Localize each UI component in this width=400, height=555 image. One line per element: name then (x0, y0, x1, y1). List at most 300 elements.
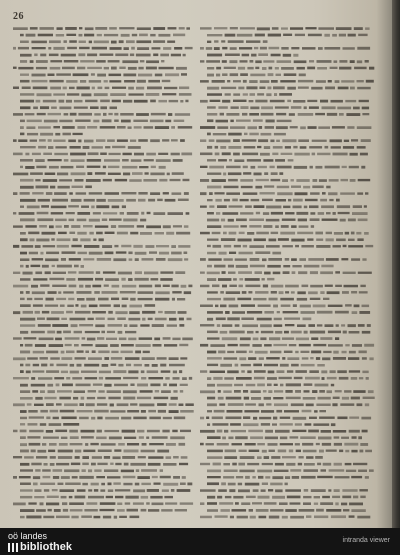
print-word (297, 232, 313, 235)
text-line (200, 152, 368, 155)
print-word (200, 443, 204, 446)
print-word (46, 403, 54, 406)
print-word (161, 509, 172, 512)
print-word (250, 258, 260, 261)
print-word (104, 285, 109, 287)
print-word (296, 179, 309, 182)
print-word (233, 278, 237, 280)
print-word (265, 476, 270, 478)
print-word (358, 470, 367, 473)
print-word (81, 265, 85, 268)
print-word (173, 456, 179, 459)
print-word (89, 219, 100, 222)
print-word (230, 423, 241, 426)
print-word (40, 54, 46, 57)
print-word (27, 298, 32, 300)
print-word (129, 258, 133, 260)
print-word (43, 476, 51, 478)
print-word (98, 87, 103, 90)
print-word (28, 232, 39, 235)
print-word (238, 463, 245, 466)
print-word (31, 463, 41, 466)
print-word (69, 430, 78, 433)
print-word (32, 192, 43, 194)
print-word (335, 271, 340, 273)
print-word (214, 40, 218, 42)
print-word (223, 298, 235, 301)
print-word (236, 377, 252, 380)
print-word (232, 311, 245, 314)
print-word (269, 337, 280, 340)
print-word (13, 192, 17, 195)
print-word (200, 80, 209, 83)
print-word (367, 324, 371, 327)
print-word (172, 192, 182, 195)
print-word (130, 384, 134, 387)
print-word (183, 54, 186, 57)
text-line (207, 185, 331, 188)
print-word (35, 311, 40, 314)
print-word (20, 146, 36, 148)
print-word (317, 324, 323, 326)
print-word (141, 212, 144, 215)
print-word (207, 311, 223, 314)
print-word (293, 146, 297, 149)
print-word (74, 179, 83, 182)
print-word (72, 377, 82, 379)
print-word (308, 324, 315, 327)
print-word (285, 476, 290, 479)
print-word (88, 496, 104, 499)
print-word (252, 476, 255, 478)
print-word (208, 258, 221, 261)
print-word (292, 430, 306, 432)
print-word (207, 509, 218, 512)
print-word (172, 291, 181, 293)
print-word (154, 397, 169, 400)
text-line (200, 258, 367, 261)
print-word (50, 87, 61, 90)
print-word (220, 113, 224, 116)
print-word (280, 298, 294, 301)
print-word (310, 192, 320, 195)
print-word (232, 509, 247, 512)
print-word (174, 47, 182, 50)
print-word (259, 417, 271, 420)
print-word (61, 476, 70, 479)
print-word (148, 318, 153, 320)
print-word (357, 87, 371, 90)
print-word (207, 384, 215, 387)
print-word (245, 403, 256, 405)
print-word (57, 245, 69, 248)
print-word (365, 245, 373, 247)
print-word (330, 370, 336, 373)
print-word (150, 496, 162, 499)
print-word (334, 463, 342, 466)
print-word (47, 496, 59, 498)
print-word (46, 503, 59, 506)
print-word (51, 206, 67, 209)
print-word (73, 238, 78, 241)
print-word (59, 397, 71, 400)
text-line (207, 86, 371, 89)
print-word (252, 344, 261, 347)
print-word (360, 496, 365, 499)
print-word (61, 417, 76, 420)
print-word (70, 364, 75, 367)
print-word (304, 383, 313, 386)
print-word (265, 430, 273, 433)
print-word (258, 305, 271, 307)
print-word (95, 27, 107, 30)
print-word (255, 186, 262, 189)
print-word (230, 120, 233, 123)
print-word (343, 47, 355, 50)
print-word (113, 258, 126, 261)
print-word (48, 509, 52, 512)
print-word (262, 450, 267, 453)
print-word (250, 93, 256, 96)
print-word (245, 483, 259, 486)
print-word (218, 106, 227, 109)
print-word (106, 496, 113, 498)
print-word (38, 199, 50, 202)
print-word (117, 509, 125, 512)
text-line (207, 199, 340, 202)
print-word (229, 285, 237, 287)
print-word (65, 483, 81, 486)
print-word (212, 285, 219, 288)
text-line (207, 278, 274, 281)
print-word (290, 126, 298, 128)
print-word (20, 120, 25, 123)
print-word (302, 357, 309, 359)
print-word (40, 483, 55, 485)
text-line (13, 27, 190, 30)
print-word (21, 245, 33, 248)
print-word (270, 351, 281, 354)
print-word (290, 516, 304, 519)
text-line (20, 304, 155, 307)
print-word (240, 199, 249, 201)
print-word (273, 344, 287, 346)
print-word (364, 344, 374, 347)
print-word (256, 232, 269, 235)
print-word (341, 258, 348, 260)
text-line (20, 370, 182, 373)
print-word (90, 106, 99, 109)
print-word (271, 212, 283, 215)
print-word (268, 390, 272, 393)
text-line (13, 87, 189, 90)
print-word (100, 126, 116, 129)
print-word (20, 417, 27, 420)
print-word (285, 489, 301, 492)
print-word (222, 73, 227, 76)
print-word (288, 159, 294, 161)
print-word (246, 40, 260, 43)
print-word (109, 27, 117, 30)
print-word (39, 338, 54, 341)
print-word (36, 239, 49, 242)
print-word (222, 337, 238, 340)
print-word (253, 338, 259, 341)
print-word (63, 509, 68, 512)
print-word (228, 272, 236, 274)
print-word (89, 192, 103, 194)
print-word (215, 515, 228, 517)
print-word (207, 87, 219, 90)
print-word (74, 265, 79, 268)
print-word (242, 54, 250, 57)
text-line (20, 53, 186, 56)
print-word (264, 344, 272, 346)
print-word (33, 483, 38, 486)
print-word (326, 509, 341, 512)
print-word (345, 100, 356, 102)
print-word (287, 357, 299, 360)
text-line (207, 159, 293, 162)
print-word (184, 258, 188, 260)
print-word (104, 80, 108, 82)
print-word (357, 146, 366, 149)
print-word (179, 87, 189, 90)
print-word (172, 298, 175, 301)
print-word (56, 403, 62, 405)
print-word (360, 153, 368, 156)
print-word (282, 357, 285, 360)
print-word (264, 172, 268, 175)
print-word (263, 159, 273, 162)
print-word (276, 140, 280, 142)
print-word (24, 337, 37, 339)
print-word (129, 179, 141, 182)
print-word (311, 87, 322, 90)
print-word (20, 318, 35, 321)
print-word (46, 351, 58, 354)
print-word (26, 265, 29, 268)
print-word (225, 450, 236, 453)
print-word (70, 443, 83, 445)
print-word (222, 60, 227, 63)
print-word (239, 47, 252, 49)
print-word (185, 47, 193, 49)
print-word (200, 390, 215, 393)
text-line (207, 383, 334, 386)
print-word (70, 371, 79, 374)
print-word (295, 192, 308, 195)
print-word (317, 60, 332, 63)
print-word (139, 404, 154, 407)
print-word (20, 206, 24, 208)
print-word (284, 318, 300, 320)
print-word (49, 80, 63, 83)
print-word (163, 285, 170, 287)
print-word (25, 153, 29, 156)
print-word (221, 40, 225, 42)
print-word (291, 47, 299, 49)
print-word (354, 27, 363, 30)
viewer-brand-link[interactable]: intranda viewer (342, 537, 390, 544)
print-word (51, 311, 64, 314)
text-line (200, 515, 370, 518)
print-word (348, 34, 356, 37)
print-word (353, 107, 360, 110)
print-word (109, 80, 121, 82)
print-word (136, 87, 144, 90)
print-word (267, 265, 281, 268)
print-word (157, 403, 167, 406)
print-word (38, 377, 52, 380)
print-word (312, 153, 316, 156)
print-word (345, 344, 349, 346)
print-word (47, 331, 55, 334)
print-word (311, 351, 321, 354)
print-word (277, 186, 290, 189)
print-word (207, 476, 221, 478)
print-word (285, 483, 288, 486)
print-word (104, 384, 111, 387)
print-word (233, 80, 241, 82)
print-word (250, 516, 256, 519)
print-word (46, 370, 59, 373)
print-word (216, 212, 220, 215)
print-word (263, 390, 267, 392)
text-line (20, 331, 136, 334)
print-word (249, 245, 264, 248)
text-line (20, 390, 183, 393)
print-word (226, 397, 242, 400)
print-word (102, 119, 112, 122)
print-word (135, 252, 147, 255)
print-word (104, 430, 119, 432)
print-word (133, 502, 144, 504)
print-word (79, 324, 93, 326)
print-word (88, 318, 94, 320)
print-word (347, 126, 354, 129)
print-word (279, 377, 292, 379)
print-word (59, 120, 72, 123)
print-word (103, 113, 107, 116)
print-word (52, 199, 68, 202)
print-word (81, 436, 94, 438)
print-word (86, 502, 97, 505)
print-word (351, 509, 365, 512)
print-word (140, 390, 153, 393)
print-word (52, 265, 55, 267)
print-word (365, 27, 370, 30)
print-word (241, 304, 255, 307)
print-word (150, 34, 155, 37)
print-word (77, 126, 85, 129)
print-word (138, 291, 154, 294)
print-word (295, 245, 299, 247)
text-line (207, 469, 374, 472)
print-word (35, 159, 45, 162)
print-word (299, 225, 309, 227)
print-word (48, 146, 53, 149)
print-word (20, 54, 32, 57)
print-word (64, 225, 69, 228)
print-word (78, 53, 85, 56)
print-word (325, 87, 335, 90)
print-word (287, 370, 293, 373)
print-word (314, 516, 328, 519)
print-word (147, 87, 162, 90)
print-word (309, 106, 319, 109)
print-word (32, 291, 45, 294)
print-word (254, 173, 262, 176)
print-word (217, 430, 223, 433)
print-word (73, 397, 78, 400)
print-word (173, 34, 185, 37)
print-word (108, 483, 112, 486)
print-word (45, 271, 51, 274)
print-word (263, 40, 268, 43)
print-word (301, 351, 310, 353)
print-word (353, 463, 367, 465)
print-word (321, 469, 327, 471)
print-word (172, 430, 177, 433)
print-word (345, 450, 349, 453)
print-word (267, 384, 272, 387)
print-word (178, 245, 190, 248)
print-word (309, 370, 319, 373)
print-word (80, 60, 94, 62)
print-word (75, 311, 91, 314)
print-word (207, 423, 210, 426)
print-word (200, 100, 208, 103)
print-word (64, 60, 79, 63)
print-word (148, 410, 156, 413)
print-word (112, 100, 121, 103)
print-word (30, 140, 37, 142)
print-word (217, 384, 232, 387)
print-word (329, 469, 345, 471)
print-word (147, 489, 159, 492)
print-word (35, 272, 42, 275)
print-word (34, 298, 43, 300)
print-word (268, 73, 274, 76)
print-word (359, 377, 363, 379)
print-word (157, 357, 167, 360)
print-word (127, 212, 139, 215)
print-word (304, 463, 315, 466)
print-word (66, 212, 75, 214)
text-line (20, 291, 191, 294)
print-word (42, 311, 49, 314)
print-word (82, 456, 89, 459)
print-word (341, 437, 349, 439)
print-word (13, 503, 26, 506)
print-word (298, 271, 307, 274)
print-word (121, 278, 125, 281)
print-word (69, 219, 75, 222)
print-word (184, 192, 189, 195)
print-word (331, 384, 334, 387)
print-word (229, 489, 235, 492)
print-word (277, 120, 292, 122)
print-word (79, 47, 90, 49)
library-logo[interactable] (7, 531, 97, 553)
text-line (20, 238, 104, 241)
print-word (303, 496, 311, 498)
print-word (224, 258, 233, 261)
print-word (303, 450, 317, 453)
print-word (275, 463, 284, 466)
print-word (272, 153, 278, 156)
